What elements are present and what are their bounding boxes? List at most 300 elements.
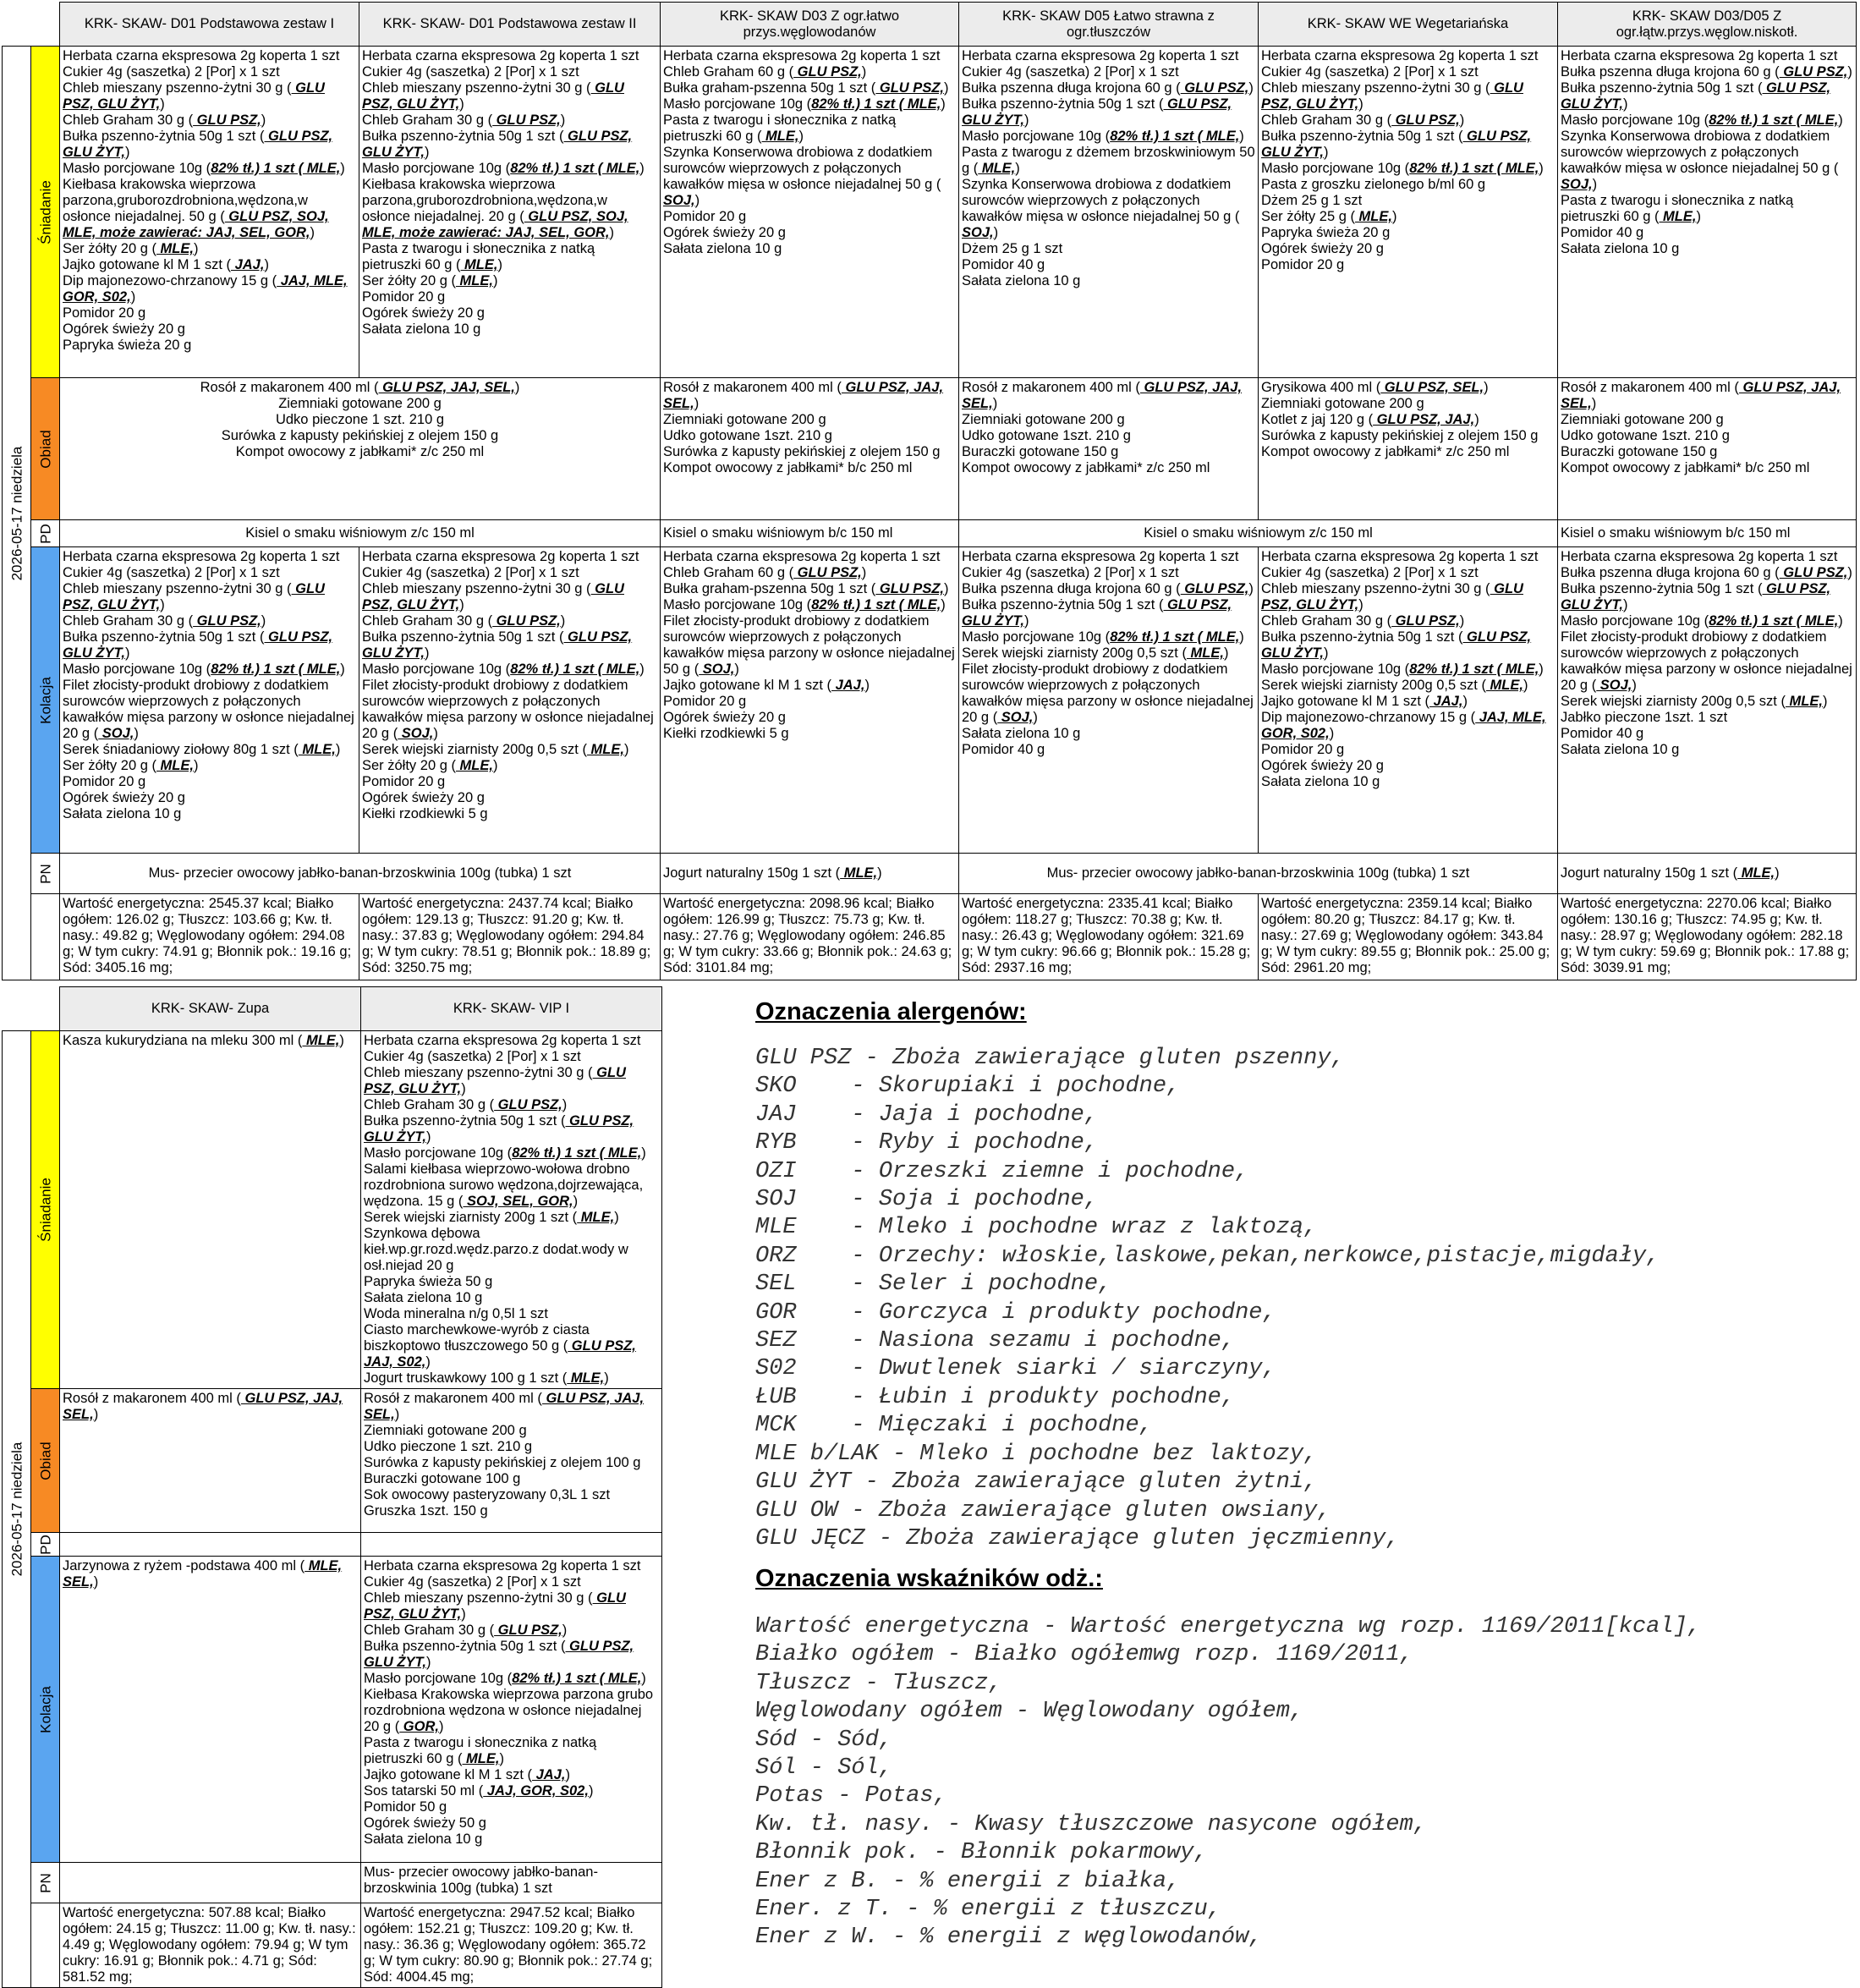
menu-item: Sałata zielona 10 g	[1561, 241, 1680, 256]
indicator-entry: Wartość energetyczna - Wartość energetyczna wg rozp. 1169/2011[kcal],	[755, 1614, 1701, 1639]
allergen-codes: GLU PSZ, GLU ŻYT,	[362, 581, 624, 612]
menu-item: Serek wiejski ziarnisty 200g 1 szt ( MLE,)	[364, 1210, 619, 1225]
allergen-codes: GLU PSZ,	[1391, 113, 1460, 128]
allergen-codes: JAJ, MLE, GOR, S02,	[63, 273, 348, 305]
allergen-codes: 82% tł.) 1 szt ( MLE,	[1110, 629, 1240, 645]
menu-item: Buraczki gotowane 150 g	[1561, 444, 1718, 459]
allergen-codes: MLE,	[567, 1370, 605, 1386]
menu-item: Udko gotowane 1szt. 210 g	[1561, 428, 1730, 443]
menu-item: Ogórek świeży 20 g	[1261, 241, 1384, 256]
allergen-legend-title: Oznaczenia alergenów:	[755, 998, 1027, 1025]
allergen-codes: GLU PSZ,	[1779, 64, 1848, 80]
allergen-codes: GLU PSZ, GLU ŻYT,	[364, 1113, 634, 1145]
menu-item: Serek śniadaniowy ziołowy 80g 1 szt ( MLE,)	[63, 742, 341, 757]
bottom-menu-table	[2, 986, 662, 1988]
allergen-codes: MLE,	[1186, 645, 1224, 661]
menu-item: Cukier 4g (saszetka) 2 [Por] x 1 szt	[364, 1049, 581, 1064]
menu-item: Ser żółty 20 g ( MLE,)	[63, 241, 199, 256]
menu-item: Ser żółty 20 g ( MLE,)	[362, 273, 498, 288]
menu-item: Kasza kukurydziana na mleku 300 ml ( MLE,)	[63, 1033, 344, 1048]
menu-item: Pomidor 40 g	[1561, 225, 1644, 240]
allergen-codes: GLU PSZ,	[494, 1097, 562, 1112]
allergen-codes: 82% tł.) 1 szt ( MLE,	[512, 1145, 642, 1161]
menu-item: Pomidor 40 g	[962, 257, 1045, 272]
menu-item: Kisiel o smaku wiśniowym b/c 150 ml	[1561, 525, 1791, 541]
menu-cell	[1259, 378, 1558, 520]
menu-item: Masło porcjowane 10g (82% tł.) 1 szt ( MLE,)	[1261, 161, 1544, 176]
menu-item: Masło porcjowane 10g (82% tł.) 1 szt ( MLE,)	[663, 597, 946, 612]
menu-item: Kotlet z jaj 120 g ( GLU PSZ, JAJ,)	[1261, 412, 1479, 427]
menu-cell	[361, 1389, 662, 1533]
allergen-codes: GLU PSZ, GLU ŻYT,	[1561, 581, 1831, 612]
menu-item: Udko pieczone 1 szt. 210 g	[275, 412, 445, 427]
indicator-entry: Sól - Sól,	[755, 1755, 893, 1782]
corner	[3, 987, 60, 1031]
menu-item: Masło porcjowane 10g (82% tł.) 1 szt ( MLE,)	[63, 662, 345, 677]
menu-item: Pasta z twarogu i słonecznika z natką pietruszki 60 g ( MLE,)	[364, 1735, 597, 1766]
menu-item: Jogurt truskawkowy 100 g 1 szt ( MLE,)	[364, 1370, 609, 1386]
allergen-codes: SOJ,	[1561, 177, 1593, 192]
menu-item: Surówka z kapusty pekińskiej z olejem 150 g	[221, 428, 499, 443]
menu-item: Jajko gotowane kl M 1 szt ( JAJ,)	[663, 678, 870, 693]
menu-cell	[60, 378, 661, 520]
allergen-codes: MLE,	[460, 257, 498, 272]
menu-item: Pasta z twarogu z dżemem brzoskwiniowym 50 g ( MLE,)	[962, 145, 1255, 176]
allergen-codes: GLU PSZ, JAJ, SEL,	[962, 380, 1243, 411]
menu-item: Chleb mieszany pszenno-żytni 30 g ( GLU PSZ, GLU ŻYT,)	[364, 1065, 626, 1096]
allergen-codes: GLU PSZ, GLU ŻYT,	[63, 581, 325, 612]
allergen-codes: GLU PSZ,	[1180, 581, 1249, 596]
menu-cell	[361, 1031, 662, 1389]
allergen-codes: GLU PSZ, JAJ, SEL,	[663, 380, 944, 411]
nutrition-cell: Wartość energetyczna: 2098.96 kcal; Białko ogółem: 126.99 g; Tłuszcz: 75.73 g; Kw. tł. nasy.: 27.76 g; Węglowodany ogółem: 246.85 g; W tym cukry: 33.66 g; Błonnik pok.: 24.63 g; Sód: 3101.84 mg;	[661, 894, 959, 980]
indicator-entry: Ener z B. - % energii z białka,	[755, 1868, 1181, 1894]
allergen-codes: MLE,	[462, 1751, 500, 1766]
menu-cell	[1558, 547, 1857, 854]
allergen-codes: GLU PSZ,	[193, 113, 261, 128]
allergen-codes: GLU PSZ, GLU ŻYT,	[63, 629, 333, 661]
menu-item: Kisiel o smaku wiśniowym z/c 150 ml	[245, 525, 475, 541]
date-label: 2026-05-17 niedziela	[8, 446, 25, 580]
menu-item: Pasta z twarogu i słonecznika z natką pietruszki 60 g ( MLE,)	[663, 113, 897, 144]
menu-item: Filet złocisty-produkt drobiowy z dodatkiem surowców wieprzowych z połączonych kawałków mięsa parzony w osłonce niejadalnej 20 g ( SOJ,)	[962, 662, 1254, 725]
allergen-codes: GLU PSZ, GLU ŻYT,	[362, 129, 633, 160]
menu-item: Serek wiejski ziarnisty 200g 0,5 szt ( MLE,)	[1261, 678, 1528, 693]
menu-item: Sos tatarski 50 ml ( JAJ, GOR, S02,)	[364, 1783, 594, 1799]
meal-label-kolacja: Kolacja	[31, 547, 60, 854]
meal-label-nutrition	[31, 894, 60, 980]
menu-item: Cukier 4g (saszetka) 2 [Por] x 1 szt	[63, 565, 280, 580]
allergen-codes: GLU PSZ, JAJ, SEL,	[364, 1391, 645, 1422]
menu-item: Ogórek świeży 20 g	[1261, 758, 1384, 773]
menu-cell	[661, 47, 959, 378]
menu-item: Udko gotowane 1szt. 210 g	[663, 428, 832, 443]
diet-header: KRK- SKAW- D01 Podstawowa zestaw I	[60, 3, 359, 47]
allergen-codes: GLU PSZ,	[1779, 565, 1848, 580]
menu-cell	[1558, 378, 1857, 520]
menu-item: Rosół z makaronem 400 ml ( GLU PSZ, JAJ, SEL,)	[962, 380, 1243, 411]
menu-item: Grysikowa 400 ml ( GLU PSZ, SEL,)	[1261, 380, 1489, 395]
menu-item: Sałata zielona 10 g	[63, 806, 182, 821]
menu-item: Herbata czarna ekspresowa 2g koperta 1 szt	[663, 549, 941, 564]
menu-item: Kiełki rzodkiewki 5 g	[663, 726, 789, 741]
allergen-codes: MLE,	[761, 129, 799, 144]
menu-cell	[661, 520, 959, 547]
menu-item: Papryka świeża 20 g	[63, 338, 192, 353]
meal-label-pn: PN	[31, 1863, 60, 1903]
allergen-codes: SOJ,	[699, 662, 735, 677]
diet-header: KRK- SKAW D03/D05 Z ogr.łątw.przys.węglow.niskotł.	[1558, 3, 1857, 47]
meal-label-kolacja: Kolacja	[31, 1557, 60, 1863]
diet-header: KRK- SKAW- D01 Podstawowa zestaw II	[359, 3, 661, 47]
menu-item: Mus- przecier owocowy jabłko-banan-brzoskwinia 100g (tubka) 1 szt	[148, 865, 572, 881]
allergen-codes: GLU PSZ, GLU ŻYT,	[1261, 581, 1523, 612]
allergen-entry: SKO - Skorupiaki i pochodne,	[755, 1074, 1181, 1100]
allergen-entry: MLE b/LAK - Mleko i pochodne bez laktozy,	[755, 1441, 1318, 1467]
menu-item: Kompot owocowy z jabłkami* b/c 250 ml	[1561, 460, 1810, 475]
allergen-codes: MLE,	[1659, 209, 1697, 224]
menu-item: Bułka pszenno-żytnia 50g 1 szt ( GLU PSZ, GLU ŻYT,)	[962, 96, 1232, 128]
allergen-list	[755, 1045, 1846, 1553]
menu-cell	[661, 854, 959, 894]
menu-item: Cukier 4g (saszetka) 2 [Por] x 1 szt	[362, 565, 579, 580]
menu-item: Herbata czarna ekspresowa 2g koperta 1 szt	[962, 48, 1239, 63]
allergen-codes: SOJ,	[663, 193, 695, 208]
menu-item: Jogurt naturalny 150g 1 szt ( MLE,)	[1561, 865, 1780, 881]
allergen-codes: GLU PSZ, GLU ŻYT,	[362, 80, 624, 112]
menu-cell	[60, 547, 359, 854]
meal-label-sniadanie: Śniadanie	[31, 1031, 60, 1389]
menu-item: Bułka pszenna długa krojona 60 g ( GLU PSZ,)	[962, 581, 1254, 596]
menu-item: Herbata czarna ekspresowa 2g koperta 1 szt	[663, 48, 941, 63]
menu-item: Sałata zielona 10 g	[1561, 742, 1680, 757]
menu-cell	[359, 47, 661, 378]
menu-item: Salami kiełbasa wieprzowo-wołowa drobno rozdrobniona surowo wędzona,dojrzewająca, wędzona. 15 g ( SOJ, SEL, GOR,)	[364, 1161, 644, 1209]
allergen-codes: SOJ,	[98, 726, 134, 741]
menu-item: Dip majonezowo-chrzanowy 15 g ( JAJ, MLE, GOR, S02,)	[1261, 710, 1546, 741]
menu-item: Ziemniaki gotowane 200 g	[278, 396, 442, 411]
nutrition-cell: Wartość energetyczna: 2270.06 kcal; Białko ogółem: 130.16 g; Tłuszcz: 74.95 g; Kw. tł. nasy.: 28.97 g; Węglowodany ogółem: 282.18 g; W tym cukry: 59.69 g; Błonnik pok.: 17.88 g; Sód: 3039.91 mg;	[1558, 894, 1857, 980]
menu-item: Pomidor 40 g	[1561, 726, 1644, 741]
menu-item: Bułka pszenno-żytnia 50g 1 szt ( GLU PSZ, GLU ŻYT,)	[1561, 581, 1831, 612]
menu-cell	[1558, 520, 1857, 547]
nutrition-cell: Wartość energetyczna: 507.88 kcal; Białko ogółem: 24.15 g; Tłuszcz: 11.00 g; Kw. tł. nasy.: 4.49 g; Węglowodany ogółem: 79.94 g; W tym cukry: 16.91 g; Błonnik pok.: 4.71 g; Sód: 581.52 mg;	[60, 1903, 361, 1988]
allergen-codes: 82% tł.) 1 szt ( MLE,	[510, 161, 640, 176]
allergen-codes: MLE,	[156, 241, 194, 256]
allergen-codes: MLE,	[577, 1210, 615, 1225]
menu-item: Chleb Graham 60 g ( GLU PSZ,)	[663, 64, 867, 80]
allergen-entry: RYB - Ryby i pochodne,	[755, 1130, 1099, 1156]
allergen-codes: SOJ,	[1596, 678, 1632, 693]
menu-item: Sałata zielona 10 g	[962, 726, 1081, 741]
menu-item: Udko pieczone 1 szt. 210 g	[364, 1439, 533, 1454]
menu-item: Chleb Graham 60 g ( GLU PSZ,)	[663, 565, 867, 580]
menu-item: Woda mineralna n/g 0,5l 1 szt	[364, 1306, 548, 1321]
indicator-entry: Sód - Sód,	[755, 1727, 893, 1753]
allergen-codes: MLE,	[455, 273, 493, 288]
indicator-entry: Ener z W. - % energii z węglowodanów,	[755, 1925, 1263, 1951]
menu-item: Bułka pszenna długa krojona 60 g ( GLU PSZ,)	[1561, 64, 1852, 80]
menu-item: Pomidor 50 g	[364, 1799, 447, 1815]
allergen-codes: GLU PSZ,	[494, 1623, 562, 1638]
nutrition-cell: Wartość energetyczna: 2947.52 kcal; Białko ogółem: 152.21 g; Tłuszcz: 109.20 g; Kw. tł. nasy.: 36.36 g; Węglowodany ogółem: 365.72 g; W tym cukry: 80.90 g; Błonnik pok.: 27.74 g; Sód: 4004.45 mg;	[361, 1903, 662, 1988]
menu-item: Kompot owocowy z jabłkami* b/c 250 ml	[663, 460, 913, 475]
menu-item: Bułka pszenno-żytnia 50g 1 szt ( GLU PSZ, GLU ŻYT,)	[364, 1639, 634, 1670]
menu-item: Ziemniaki gotowane 200 g	[663, 412, 826, 427]
menu-item: Filet złocisty-produkt drobiowy z dodatkiem surowców wieprzowych z połączonych kawałków mięsa parzony w osłonce niejadalnej 50 g ( SOJ,)	[663, 613, 955, 677]
menu-item: Herbata czarna ekspresowa 2g koperta 1 szt	[364, 1558, 641, 1573]
menu-item: Masło porcjowane 10g (82% tł.) 1 szt ( MLE,)	[362, 662, 645, 677]
menu-item: Jajko gotowane kl M 1 szt ( JAJ,)	[364, 1767, 570, 1782]
allergen-codes: JAJ, GOR, S02,	[483, 1783, 589, 1799]
menu-item: Jajko gotowane kl M 1 szt ( JAJ,)	[63, 257, 269, 272]
allergen-codes: GLU PSZ, JAJ,	[1373, 412, 1475, 427]
indicator-entry: Białko ogółem - Białko ogółemwg rozp. 1169/2011,	[755, 1642, 1413, 1668]
menu-item: Bułka pszenno-żytnia 50g 1 szt ( GLU PSZ, GLU ŻYT,)	[362, 629, 633, 661]
menu-item: Ser żółty 25 g ( MLE,)	[1261, 209, 1397, 224]
diet-header: KRK- SKAW- Zupa	[60, 987, 361, 1031]
menu-item: Jarzynowa z ryżem -podstawa 400 ml ( MLE, SEL,)	[63, 1558, 343, 1590]
menu-item: Ciasto marchewkowe-wyrób z ciasta biszkoptowo tłuszczowego 50 g ( GLU PSZ, JAJ, S02,)	[364, 1322, 636, 1370]
menu-item: Cukier 4g (saszetka) 2 [Por] x 1 szt	[63, 64, 280, 80]
allergen-codes: GLU PSZ,	[193, 613, 261, 629]
menu-item: Buraczki gotowane 100 g	[364, 1471, 521, 1486]
menu-item: Pasta z twarogu i słonecznika z natką pietruszki 60 g ( MLE,)	[1561, 193, 1794, 224]
allergen-codes: GLU PSZ, GLU ŻYT,	[1261, 629, 1532, 661]
menu-item: Rosół z makaronem 400 ml ( GLU PSZ, JAJ, SEL,)	[200, 380, 520, 395]
menu-item: Szynka Konserwowa drobiowa z dodatkiem surowców wieprzowych z połączonych kawałków mięsa w osłonce niejadalnej 50 g ( SOJ,)	[1561, 129, 1839, 192]
allergen-codes: GLU PSZ,	[1180, 80, 1249, 96]
menu-item: Filet złocisty-produkt drobiowy z dodatkiem surowców wieprzowych z połączonych kawałków mięsa parzony w osłonce niejadalnej 20 g ( SOJ,)	[362, 678, 654, 741]
allergen-codes: JAJ,	[532, 1767, 566, 1782]
menu-item: Kompot owocowy z jabłkami* z/c 250 ml	[235, 444, 485, 459]
allergen-codes: GLU PSZ,	[492, 613, 561, 629]
menu-item: Masło porcjowane 10g (82% tł.) 1 szt ( MLE,)	[663, 96, 946, 112]
menu-item: Masło porcjowane 10g (82% tł.) 1 szt ( MLE,)	[962, 629, 1244, 645]
menu-item: Cukier 4g (saszetka) 2 [Por] x 1 szt	[1261, 565, 1479, 580]
menu-item: Papryka świeża 50 g	[364, 1274, 493, 1289]
menu-item: Surówka z kapusty pekińskiej z olejem 150 g	[663, 444, 941, 459]
menu-item: Kisiel o smaku wiśniowym z/c 150 ml	[1144, 525, 1373, 541]
menu-item: Bułka pszenna długa krojona 60 g ( GLU PSZ,)	[962, 80, 1254, 96]
menu-item: Sałata zielona 10 g	[962, 273, 1081, 288]
menu-item: Serek wiejski ziarnisty 200g 0,5 szt ( MLE,)	[362, 742, 629, 757]
meal-label-sniadanie: Śniadanie	[31, 47, 60, 378]
menu-item: Bułka pszenno-żytnia 50g 1 szt ( GLU PSZ, GLU ŻYT,)	[1261, 629, 1532, 661]
allergen-codes: GLU PSZ,	[875, 80, 944, 96]
menu-item: Ogórek świeży 50 g	[364, 1815, 486, 1831]
menu-cell	[361, 1557, 662, 1863]
menu-cell	[60, 1533, 361, 1557]
menu-item: Ziemniaki gotowane 200 g	[962, 412, 1125, 427]
menu-item: Ogórek świeży 20 g	[663, 225, 786, 240]
menu-item: Herbata czarna ekspresowa 2g koperta 1 szt	[63, 549, 340, 564]
menu-item: Sałata zielona 10 g	[364, 1831, 483, 1847]
allergen-codes: JAJ, MLE, GOR, S02,	[1261, 710, 1546, 741]
allergen-codes: GLU PSZ, GLU ŻYT,	[364, 1065, 626, 1096]
allergen-codes: 82% tł.) 1 szt ( MLE,	[1409, 662, 1539, 677]
allergen-entry: GLU OW - Zboża zawierające gluten owsiany,	[755, 1497, 1331, 1524]
meal-label-pn: PN	[31, 854, 60, 894]
allergen-codes: 82% tł.) 1 szt ( MLE,	[211, 662, 341, 677]
menu-item: Pomidor 20 g	[1261, 257, 1345, 272]
allergen-entry: MLE - Mleko i pochodne wraz z laktozą,	[755, 1215, 1318, 1241]
date-cell	[3, 47, 31, 980]
menu-cell	[959, 854, 1558, 894]
menu-item: Sałata zielona 10 g	[663, 241, 782, 256]
indicator-entry: Tłuszcz - Tłuszcz,	[755, 1670, 1002, 1696]
allergen-codes: GLU PSZ, GLU ŻYT,	[962, 96, 1232, 128]
allergen-codes: GLU PSZ, GLU ŻYT,	[364, 1639, 634, 1670]
meal-label-obiad: Obiad	[31, 378, 60, 520]
indicator-list	[755, 1613, 1846, 1952]
allergen-codes: MLE,	[586, 742, 624, 757]
menu-item: Buraczki gotowane 150 g	[962, 444, 1119, 459]
allergen-entry: ORZ - Orzechy: włoskie,laskowe,pekan,nerkowce,pistacje,migdały,	[755, 1243, 1660, 1269]
menu-item: Ziemniaki gotowane 200 g	[364, 1423, 527, 1438]
menu-item: Sałata zielona 10 g	[1261, 774, 1380, 789]
allergen-entry: SEL - Seler i pochodne,	[755, 1271, 1112, 1298]
allergen-codes: 82% tł.) 1 szt ( MLE,	[1709, 113, 1839, 128]
menu-item: Cukier 4g (saszetka) 2 [Por] x 1 szt	[1261, 64, 1479, 80]
allergen-entry: GLU JĘCZ - Zboża zawierające gluten jęczmienny,	[755, 1525, 1400, 1551]
allergen-codes: MLE,	[978, 161, 1016, 176]
menu-item: Dżem 25 g 1 szt	[1261, 193, 1363, 208]
menu-cell	[60, 520, 661, 547]
menu-cell	[361, 1863, 662, 1903]
allergen-codes: MLE,	[1354, 209, 1392, 224]
menu-item: Dip majonezowo-chrzanowy 15 g ( JAJ, MLE, GOR, S02,)	[63, 273, 348, 305]
allergen-codes: MLE,	[840, 865, 878, 881]
menu-item: Mus- przecier owocowy jabłko-banan-brzoskwinia 100g (tubka) 1 szt	[1046, 865, 1470, 881]
menu-item: Pomidor 20 g	[362, 774, 446, 789]
menu-item: Kompot owocowy z jabłkami* z/c 250 ml	[1261, 444, 1510, 459]
allergen-entry: GLU ŻYT - Zboża zawierające gluten żytni,	[755, 1469, 1318, 1496]
menu-item: Rosół z makaronem 400 ml ( GLU PSZ, JAJ, SEL,)	[663, 380, 944, 411]
menu-item: Rosół z makaronem 400 ml ( GLU PSZ, JAJ, SEL,)	[364, 1391, 645, 1422]
allergen-codes: SOJ, SEL, GOR,	[463, 1194, 573, 1209]
date-label: 2026-05-17 niedziela	[8, 1442, 25, 1577]
menu-item: Filet złocisty-produkt drobiowy z dodatkiem surowców wieprzowych z połączonych kawałków mięsa parzony w osłonce niejadalnej 20 g ( SOJ,)	[63, 678, 354, 741]
menu-item: Chleb mieszany pszenno-żytni 30 g ( GLU PSZ, GLU ŻYT,)	[63, 581, 325, 612]
allergen-codes: 82% tł.) 1 szt ( MLE,	[811, 96, 941, 112]
allergen-codes: GLU PSZ,	[1391, 613, 1460, 629]
menu-item: Bułka graham-pszenna 50g 1 szt ( GLU PSZ,)	[663, 80, 949, 96]
menu-item: Masło porcjowane 10g (82% tł.) 1 szt ( MLE,)	[63, 161, 345, 176]
meal-label-pd: PD	[31, 1533, 60, 1557]
allergen-codes: GLU PSZ, GLU ŻYT,	[1261, 129, 1532, 160]
allergen-codes: 82% tł.) 1 szt ( MLE,	[1110, 129, 1240, 144]
menu-item: Kiełbasa krakowska wieprzowa parzona,gruborozdrobniona,wędzona,w osłonce niejadalnej. 50 g ( GLU PSZ, SOJ, MLE, może zawierać: JAJ, SEL, GOR,)	[63, 177, 329, 240]
menu-item: Sok owocowy pasteryzowany 0,3L 1 szt	[364, 1487, 611, 1502]
menu-item: Herbata czarna ekspresowa 2g koperta 1 szt	[962, 549, 1239, 564]
menu-cell	[359, 547, 661, 854]
menu-item: Chleb mieszany pszenno-żytni 30 g ( GLU PSZ, GLU ŻYT,)	[362, 80, 624, 112]
menu-item: Bułka pszenno-żytnia 50g 1 szt ( GLU PSZ, GLU ŻYT,)	[362, 129, 633, 160]
allergen-codes: JAJ,	[831, 678, 865, 693]
indicator-entry: Potas - Potas,	[755, 1783, 947, 1810]
menu-item: Filet złocisty-produkt drobiowy z dodatkiem surowców wieprzowych z połączonych kawałków mięsa parzony w osłonce niejadalnej 20 g ( SOJ,)	[1561, 629, 1852, 693]
allergen-codes: MLE,	[298, 742, 336, 757]
allergen-codes: GLU PSZ, GLU ŻYT,	[1261, 80, 1523, 112]
menu-item: Pomidor 20 g	[63, 774, 146, 789]
menu-item: Gruszka 1szt. 150 g	[364, 1503, 488, 1518]
menu-item: Surówka z kapusty pekińskiej z olejem 150 g	[1261, 428, 1539, 443]
allergen-codes: 82% tł.) 1 szt ( MLE,	[211, 161, 341, 176]
menu-item: Cukier 4g (saszetka) 2 [Por] x 1 szt	[362, 64, 579, 80]
menu-item: Bułka pszenno-żytnia 50g 1 szt ( GLU PSZ, GLU ŻYT,)	[1261, 129, 1532, 160]
menu-item: Chleb Graham 30 g ( GLU PSZ,)	[364, 1623, 568, 1638]
menu-item: Herbata czarna ekspresowa 2g koperta 1 szt	[364, 1033, 641, 1048]
allergen-codes: MLE,	[455, 758, 493, 773]
allergen-codes: 82% tł.) 1 szt ( MLE,	[512, 1671, 642, 1686]
menu-item: Herbata czarna ekspresowa 2g koperta 1 szt	[362, 48, 639, 63]
allergen-legend	[755, 998, 1846, 1553]
menu-item: Masło porcjowane 10g (82% tł.) 1 szt ( MLE,)	[1561, 113, 1843, 128]
allergen-codes: GLU PSZ, GLU ŻYT,	[1561, 80, 1831, 112]
menu-item: Chleb Graham 30 g ( GLU PSZ,)	[362, 613, 566, 629]
menu-item: Chleb Graham 30 g ( GLU PSZ,)	[63, 113, 266, 128]
menu-item: Cukier 4g (saszetka) 2 [Por] x 1 szt	[364, 1574, 581, 1590]
date-cell	[3, 1031, 31, 1988]
allergen-codes: 82% tł.) 1 szt ( MLE,	[811, 597, 941, 612]
allergen-codes: GLU PSZ, GLU ŻYT,	[362, 629, 633, 661]
menu-cell	[1558, 854, 1857, 894]
menu-item: Masło porcjowane 10g (82% tł.) 1 szt ( MLE,)	[364, 1671, 646, 1686]
menu-item: Pomidor 20 g	[63, 305, 146, 321]
menu-item: Bułka graham-pszenna 50g 1 szt ( GLU PSZ,)	[663, 581, 949, 596]
menu-item: Masło porcjowane 10g (82% tł.) 1 szt ( MLE,)	[962, 129, 1244, 144]
menu-item: Pomidor 20 g	[1261, 742, 1345, 757]
menu-cell	[1558, 47, 1857, 378]
menu-item: Kisiel o smaku wiśniowym b/c 150 ml	[663, 525, 893, 541]
menu-item: Kiełki rzodkiewki 5 g	[362, 806, 488, 821]
allergen-codes: MLE,	[1737, 865, 1775, 881]
menu-cell	[361, 1533, 662, 1557]
menu-item: Serek wiejski ziarnisty 200g 0,5 szt ( MLE,)	[962, 645, 1229, 661]
menu-item: Chleb mieszany pszenno-żytni 30 g ( GLU PSZ, GLU ŻYT,)	[364, 1590, 626, 1622]
allergen-codes: GLU PSZ, GLU ŻYT,	[63, 129, 333, 160]
allergen-codes: MLE,	[156, 758, 194, 773]
allergen-codes: SOJ,	[997, 710, 1034, 725]
menu-item: Szynkowa dębowa kieł.wp.gr.rozd.wędz.parzo.z dodat.wody w osł.niejad 20 g	[364, 1226, 628, 1273]
menu-item: Pasta z groszku zielonego b/ml 60 g	[1261, 177, 1486, 192]
menu-item: Chleb Graham 30 g ( GLU PSZ,)	[362, 113, 566, 128]
allergen-codes: 82% tł.) 1 szt ( MLE,	[510, 662, 640, 677]
menu-cell	[661, 378, 959, 520]
menu-item: Chleb Graham 30 g ( GLU PSZ,)	[63, 613, 266, 629]
corner	[3, 3, 60, 47]
allergen-entry: SEZ - Nasiona sezamu i pochodne,	[755, 1328, 1236, 1354]
allergen-codes: JAJ,	[1429, 694, 1463, 709]
indicator-entry: Błonnik pok. - Błonnik pokarmowy,	[755, 1840, 1208, 1866]
menu-item: Papryka świeża 20 g	[1261, 225, 1391, 240]
diet-header: KRK- SKAW- VIP I	[361, 987, 662, 1031]
allergen-codes: GLU PSZ,	[492, 113, 561, 128]
allergen-entry: S02 - Dwutlenek siarki / siarczyny,	[755, 1356, 1276, 1382]
menu-item: Jabłko pieczone 1szt. 1 szt	[1561, 710, 1728, 725]
menu-item: Masło porcjowane 10g (82% tł.) 1 szt ( MLE,)	[1561, 613, 1843, 629]
menu-item: Rosół z makaronem 400 ml ( GLU PSZ, JAJ, SEL,)	[1561, 380, 1841, 411]
allergen-codes: GLU PSZ, SOJ, MLE, może zawierać: JAJ, SEL, GOR,	[63, 209, 329, 240]
menu-cell	[959, 378, 1259, 520]
menu-item: Sałata zielona 10 g	[362, 321, 481, 337]
menu-cell	[60, 1389, 361, 1533]
menu-item: Masło porcjowane 10g (82% tł.) 1 szt ( MLE,)	[362, 161, 645, 176]
menu-item: Ogórek świeży 20 g	[63, 790, 185, 805]
allergen-entry: GLU PSZ - Zboża zawierające gluten pszenny,	[755, 1046, 1345, 1071]
nutrition-cell: Wartość energetyczna: 2545.37 kcal; Białko ogółem: 126.02 g; Tłuszcz: 103.66 g; Kw. tł. nasy.: 49.82 g; Węglowodany ogółem: 294.08 g; W tym cukry: 74.91 g; Błonnik pok.: 19.16 g; Sód: 3405.16 mg;	[60, 894, 359, 980]
